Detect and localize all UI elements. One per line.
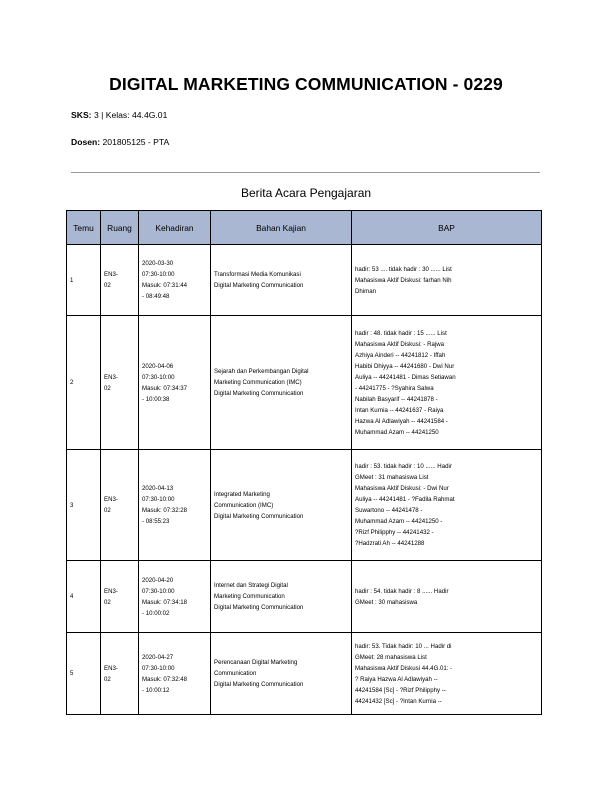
cell-bahan-kajian: [211, 561, 352, 633]
cell-bap: [352, 245, 542, 316]
cell-bap: [352, 316, 542, 450]
room-text: EN3- 02: [104, 271, 118, 289]
cell-bap: [352, 561, 542, 633]
header-kehadiran: Kehadiran: [139, 211, 211, 245]
teaching-report-table: [66, 210, 542, 715]
topic-text: Perencanaan Digital Marketing Communication Digital Marketing Communication: [214, 659, 304, 688]
cell-temu: 4: [67, 561, 101, 633]
attendance-text: 2020-03-30 07:30-10:00 Masuk: 07:31:44 - 08:49:48: [142, 260, 188, 300]
header-temu: Temu: [67, 211, 101, 245]
divider: [71, 172, 540, 173]
topic-text: Integrated Marketing Communication (IMC) Digital Marketing Communication: [214, 490, 304, 520]
cell-ruang: [101, 245, 139, 316]
cell-bap: [352, 633, 542, 715]
header-bahan-kajian: Bahan Kajian: [211, 211, 352, 245]
sks-label: SKS:: [71, 110, 92, 120]
table-row: [67, 316, 542, 450]
header-ruang: Ruang: [101, 211, 139, 245]
cell-kehadiran: [139, 450, 211, 561]
cell-kehadiran: [139, 633, 211, 715]
cell-bahan-kajian: [211, 316, 352, 450]
cell-ruang: [101, 450, 139, 561]
topic-text: Transformasi Media Komunikasi Digital Marketing Communication: [214, 271, 304, 289]
cell-bap: [352, 450, 542, 561]
room-text: EN3- 02: [104, 496, 118, 514]
bap-text: hadir: 53 .... tidak hadir : 30 ...... List Mahasiswa Aktif Diskusi: farhan Nih Dhiman: [355, 265, 452, 295]
document-title: DIGITAL MARKETING COMMUNICATION - 0229: [109, 74, 503, 94]
cell-ruang: [101, 633, 139, 715]
attendance-text: 2020-04-13 07:30-10:00 Masuk: 07:32:28 - 08:55:23: [142, 485, 188, 525]
sks-value: 3 | Kelas: 44.4G.01: [93, 110, 168, 120]
bap-text: hadir : 48. tidak hadir : 15 ...... List Mahasiswa Aktif Diskusi: - Rajwa Azhiya Ainderi -- 44241812 - Iffah Habibi Dhiyya -- 44241680 - Dwi Nur Auliya -- 44241481 - Dimas Setiawan - 44241775 - ?Syahira Salwa Nabilah Basyarif -- 44241878 - Intan Kurnia -- 44241637 - Raiya Hazwa Al Adlawiyah -- 44241584 - Muhammad Azam -- 44241250: [355, 329, 456, 436]
cell-temu: 5: [67, 633, 101, 715]
topic-text: Sejarah dan Perkembangan Digital Marketing Communication (IMC) Digital Marketing Communication: [214, 368, 309, 397]
cell-kehadiran: [139, 245, 211, 316]
table-row: [67, 561, 542, 633]
attendance-text: 2020-04-20 07:30-10:00 Masuk: 07:34:18 - 10:00:02: [142, 576, 188, 617]
table-row: [67, 245, 542, 316]
attendance-text: 2020-04-06 07:30-10:00 Masuk: 07:34:37 - 10:00:38: [142, 362, 188, 403]
header-bap: BAP: [352, 211, 542, 245]
cell-ruang: [101, 561, 139, 633]
table-header-row: [67, 211, 542, 245]
cell-kehadiran: [139, 561, 211, 633]
cell-bahan-kajian: [211, 633, 352, 715]
cell-bahan-kajian: [211, 450, 352, 561]
attendance-text: 2020-04-27 07:30-10:00 Masuk: 07:32:48 - 10:00:12: [142, 653, 188, 694]
course-meta: [71, 110, 167, 120]
cell-temu: 2: [67, 316, 101, 450]
section-title: Berita Acara Pengajaran: [240, 186, 372, 200]
cell-temu: 1: [67, 245, 101, 316]
cell-bahan-kajian: [211, 245, 352, 316]
bap-text: hadir : 54. tidak hadir : 8 ...... Hadir GMeet : 30 mahasiswa: [355, 587, 449, 606]
topic-text: Internet dan Strategi Digital Marketing Communication Digital Marketing Communication: [214, 582, 304, 611]
room-text: EN3- 02: [104, 373, 118, 392]
lecturer-meta: [71, 137, 169, 147]
dosen-label: Dosen:: [71, 137, 101, 147]
dosen-value: 201805125 - PTA: [102, 137, 170, 147]
room-text: EN3- 02: [104, 587, 118, 606]
bap-text: hadir: 53. Tidak hadir: 10 ... Hadir di GMeet: 28 mahasiswa List Mahasiswa Aktif Diskusi 44.4G.01: - ? Raiya Hazwa Al Adlawiyah -- 44241584 [Sc] - ?Rizf Philipphy -- 44241432 [Sc] - ?Intan Kurnia --: [355, 642, 453, 705]
table-row: [67, 633, 542, 715]
bap-text: hadir : 53. tidak hadir : 10 ...... Hadir GMeet : 31 mahasiswa List Mahasiswa Aktif Diskusi: - Dwi Nur Auliya -- 44241481 - ?Fadila Rahmat Suwartono -- 44241478 - Muhammad Azam -- 44241250 - ?Rizf Philipphy -- 44241432 - ?Hadzrati Ah -- 44241288: [355, 463, 455, 547]
table-row: [67, 450, 542, 561]
cell-kehadiran: [139, 316, 211, 450]
cell-temu: 3: [67, 450, 101, 561]
cell-ruang: [101, 316, 139, 450]
room-text: EN3- 02: [104, 664, 118, 683]
